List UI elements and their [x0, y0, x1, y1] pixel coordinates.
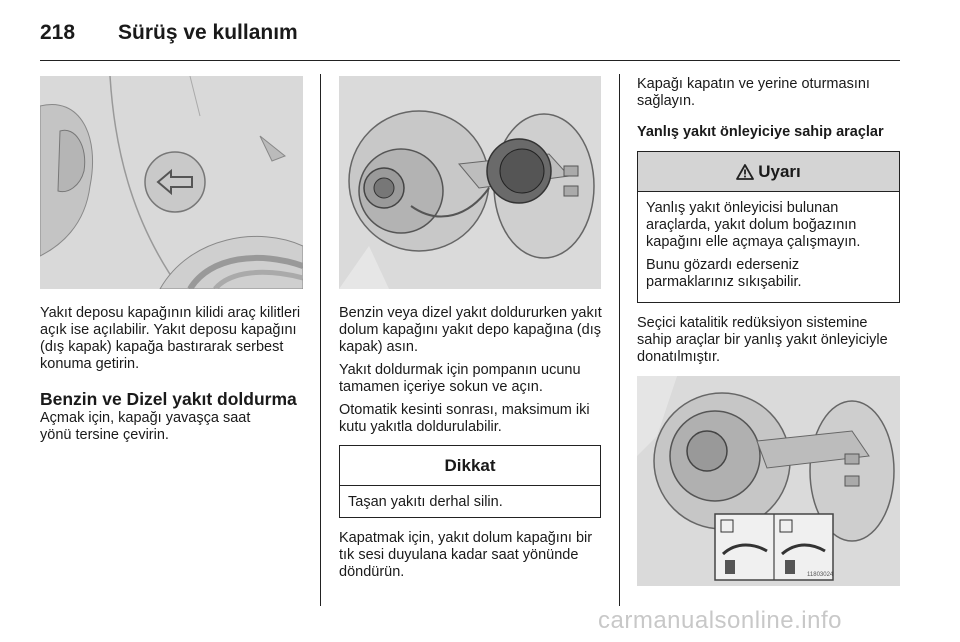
warning-header — [638, 152, 899, 192]
warning-title: Uyarı — [758, 161, 801, 181]
notice-box — [339, 445, 601, 518]
notice-body — [340, 486, 600, 511]
right-p1: Kapağı kapatın ve yerine oturmasını sağlayın. — [637, 76, 870, 109]
image-code: 11803024 — [807, 572, 834, 578]
warning-p2: Bunu gözardı ederseniz parmaklarınız sıkışabilir. — [646, 257, 802, 290]
fuel-filler-open-illustration — [339, 76, 601, 289]
left-open-text: Açmak için, kapağı yavaşça saat yönü tersine çevirin. — [40, 410, 251, 443]
section-heading-refuelling: Benzin ve Dizel yakıt doldurma — [40, 389, 297, 409]
notice-title: Dikkat — [340, 446, 600, 486]
header-rule — [40, 60, 900, 61]
warning-box — [637, 151, 900, 303]
warning-triangle-icon — [736, 164, 754, 180]
watermark: carmanualsonline.info — [598, 607, 842, 634]
warning-body — [638, 192, 899, 291]
right-p2: Seçici katalitik redüksiyon sistemine sahip araçlar bir yanlış yakıt önleyiciyle donatılmıştır. — [637, 315, 888, 365]
notice-text: Taşan yakıtı derhal silin. — [348, 494, 503, 510]
middle-p4: Kapatmak için, yakıt dolum kapağını bir tık sesi duyulana kadar saat yönünde döndürün. — [339, 530, 593, 580]
page-title: Sürüş ve kullanım — [118, 21, 298, 44]
section-heading-misfuel: Yanlış yakıt önleyiciye sahip araçlar — [637, 124, 884, 140]
left-caption: Yakıt deposu kapağının kilidi araç kilitleri açık ise açılabilir. Yakıt deposu kapağını (dış kapak) kapağa bastırarak serbest konuma getirin. — [40, 305, 301, 372]
fuel-flap-illustration — [40, 76, 303, 289]
middle-p3: Otomatik kesinti sonrası, maksimum iki kutu yakıtla doldurulabilir. — [339, 402, 590, 435]
misfuel-inhibitor-illustration — [637, 376, 900, 586]
middle-p1: Benzin veya dizel yakıt doldururken yakıt dolum kapağını yakıt depo kapağına (dış kapak) asın. — [339, 305, 602, 355]
page-number: 218 — [40, 21, 76, 44]
column-divider-2 — [619, 74, 620, 606]
middle-p2: Yakıt doldurmak için pompanın ucunu tamamen içeriye sokun ve açın. — [339, 362, 581, 395]
warning-p1: Yanlış yakıt önleyicisi bulunan araçlarda, yakıt dolum boğazının kapağını elle açmaya çalışmayın. — [646, 200, 861, 250]
column-divider-1 — [320, 74, 321, 606]
